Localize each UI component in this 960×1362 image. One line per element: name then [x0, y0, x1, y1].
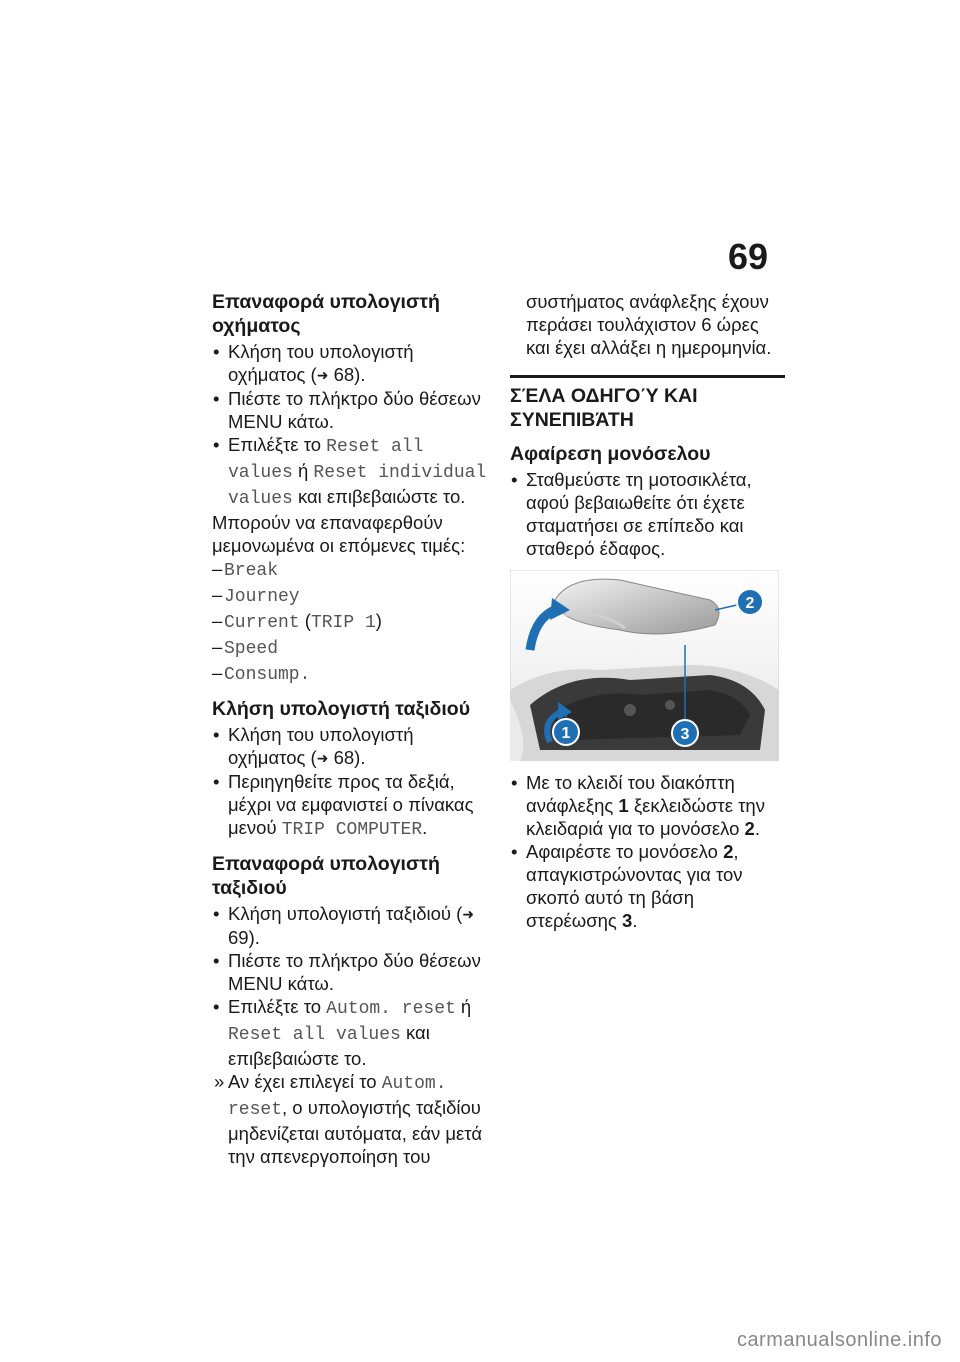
heading-reset-trip-computer: Επαναφορά υπολογιστή ταξιδιού	[212, 853, 440, 899]
list-item: • Αφαιρέστε το μονόσελο 2, απαγκιστρώνοντας για τον σκοπό αυτό τη βάση στερέωσης 3.	[510, 840, 785, 932]
callout-1-label: 1	[561, 725, 571, 742]
list-item: • Επιλέξτε το Reset all values ή Reset individual values και επιβεβαιώστε το.	[212, 433, 487, 511]
list-item: • Κλήση του υπολογιστή οχήματος (➜ 68).	[212, 723, 487, 770]
arrow-icon: ➜	[316, 367, 329, 383]
seat-illustration	[510, 570, 779, 761]
list-item: • Περιηγηθείτε προς τα δεξιά, μέχρι να εμφανιστεί ο πίνακας μενού TRIP COMPUTER.	[212, 770, 487, 842]
callout-2-label: 2	[745, 595, 755, 612]
dash-item: – Current (TRIP 1)	[212, 609, 487, 635]
dash-item: – Speed	[212, 635, 487, 661]
left-column	[212, 290, 487, 1168]
dash-item: – Break	[212, 557, 487, 583]
seat-removal-figure	[510, 570, 779, 761]
heading-remove-seat: Αφαίρεση μονόσελου	[510, 443, 711, 465]
list-item: • Κλήση του υπολογιστή οχήματος (➜ 68).	[212, 340, 487, 387]
heading-reset-vehicle-computer: Επαναφορά υπολογιστή οχήματος	[212, 291, 440, 337]
page-ref-link[interactable]: 69	[228, 927, 249, 948]
continued-text: συστήματος ανάφλεξης έχουν περάσει τουλάχιστον 6 ώρες και έχει αλλάξει η ημερομηνία.	[526, 291, 772, 358]
dash-item: – Consump.	[212, 661, 487, 687]
page-ref-link[interactable]: 68	[333, 747, 355, 768]
page-ref-link[interactable]: 68	[333, 364, 355, 385]
dash-item: – Journey	[212, 583, 487, 609]
result-item: » Αν έχει επιλεγεί το Autom. reset, ο υπολογιστής ταξιδίου μηδενίζεται αυτόματα, εάν μετά την απενεργοποίηση του	[212, 1070, 487, 1168]
right-column	[510, 290, 785, 932]
arrow-icon: ➜	[462, 906, 475, 922]
paragraph: Μπορούν να επαναφερθούν μεμονωμένα οι επόμενες τιμές:	[212, 512, 466, 556]
list-item: • Με το κλειδί του διακόπτη ανάφλεξης 1 ξεκλειδώστε την κλειδαριά για το μονόσελο 2.	[510, 771, 785, 840]
page-number: 69	[728, 236, 769, 277]
list-item: • Κλήση υπολογιστή ταξιδιού (➜ 69).	[212, 902, 487, 949]
list-item: • Πιέστε το πλήκτρο δύο θέσεων MENU κάτω.	[212, 387, 487, 433]
list-item: • Επιλέξτε το Autom. reset ή Reset all values και επιβεβαιώστε το.	[212, 995, 487, 1070]
section-title: ΣΈΛΑ ΟΔΗΓΟΎ ΚΑΙ ΣΥΝΕΠΙΒΆΤΗ	[510, 375, 785, 432]
callout-3-label: 3	[680, 726, 690, 743]
heading-call-trip-computer: Κλήση υπολογιστή ταξιδιού	[212, 698, 471, 720]
list-item: • Πιέστε το πλήκτρο δύο θέσεων MENU κάτω.	[212, 949, 487, 995]
footer-watermark: carmanualsonline.info	[736, 1329, 942, 1351]
arrow-icon: ➜	[316, 750, 329, 766]
list-item: • Σταθμεύστε τη μοτοσικλέτα, αφού βεβαιωθείτε ότι έχετε σταματήσει σε επίπεδο και σταθερό έδαφος.	[510, 468, 785, 560]
